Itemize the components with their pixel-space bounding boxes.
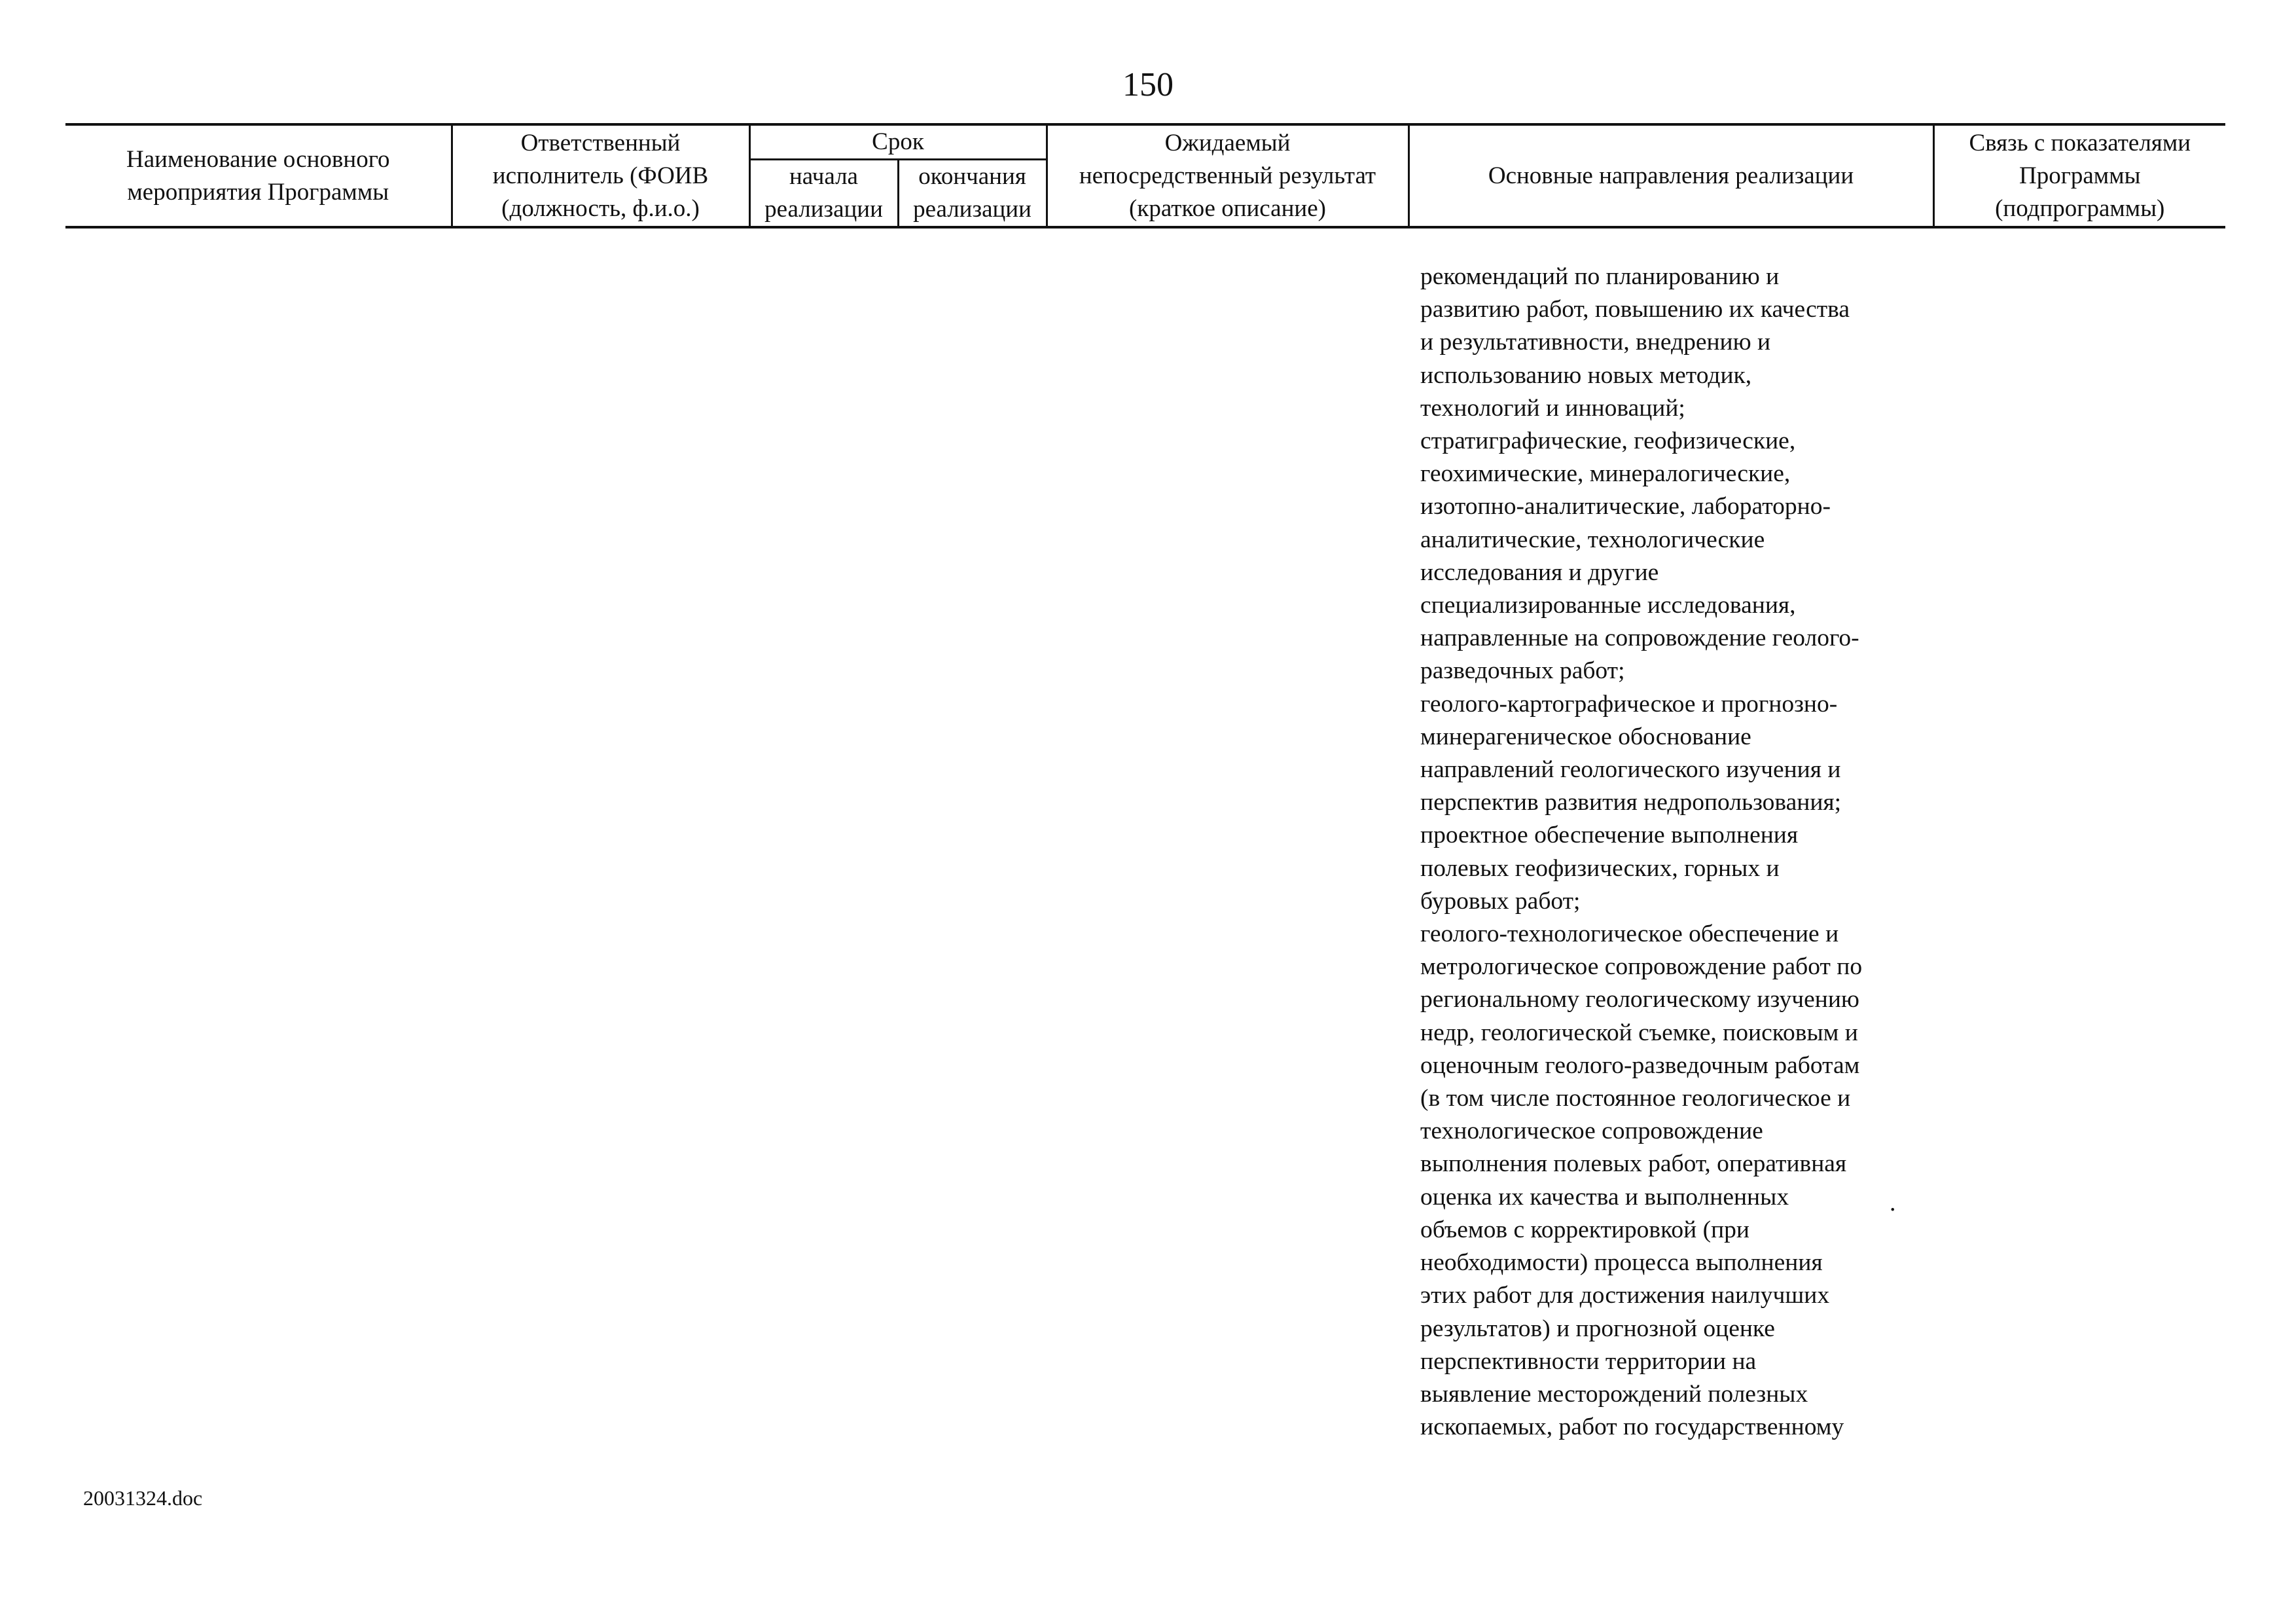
directions-text-line: проектное обеспечение выполнения [1420, 822, 1799, 849]
header-term: Срок [749, 124, 1047, 160]
header-text-line: непосредственный результат [1079, 162, 1376, 189]
directions-text-line: буровых работ; [1420, 887, 1581, 915]
header-term-start [749, 160, 898, 228]
page-number: 150 [1122, 66, 1174, 103]
directions-text-line: перспектив развития недропользования; [1420, 789, 1842, 816]
header-text-line: мероприятия Программы [127, 178, 389, 206]
header-text-line: Ожидаемый [1164, 129, 1291, 156]
directions-text-line: и результативности, внедрению и [1420, 329, 1771, 356]
directions-text-line: ископаемых, работ по государственному [1420, 1413, 1844, 1441]
footer-filename: 20031324.doc [83, 1486, 203, 1510]
directions-text-line: исследования и другие [1420, 558, 1659, 586]
header-text-line: окончания [918, 163, 1026, 190]
header-responsible-executor [452, 124, 749, 227]
header-text-line: (должность, ф.и.о.) [501, 194, 700, 222]
directions-text-line: направлений геологического изучения и [1420, 756, 1841, 784]
directions-text-line: направленные на сопровождение геолого- [1420, 625, 1859, 652]
header-text-line: Ответственный [520, 129, 681, 156]
header-text-line: (подпрограммы) [1995, 194, 2165, 222]
header-main-directions: Основные направления реализации [1408, 124, 1933, 227]
table-header [65, 123, 2225, 228]
header-text-line: Наименование основного [126, 145, 390, 173]
directions-text-line: геохимические, минералогические, [1420, 460, 1791, 488]
directions-text-line: стратиграфические, геофизические, [1420, 428, 1796, 455]
directions-text-line: оценочным геолого-разведочным работам [1420, 1051, 1860, 1079]
directions-text-line: выявление месторождений полезных [1420, 1380, 1808, 1408]
directions-text-line: результатов) и прогнозной оценке [1420, 1315, 1775, 1342]
header-text-line: реализации [913, 196, 1031, 223]
directions-text-line: изотопно-аналитические, лабораторно- [1420, 493, 1831, 520]
directions-text-line: метрологическое сопровождение работ по [1420, 953, 1863, 981]
directions-text-line: рекомендаций по планированию и [1420, 263, 1780, 290]
directions-text-line: развитию работ, повышению их качества [1420, 296, 1850, 323]
header-expected-result [1047, 124, 1408, 227]
header-term-end [898, 160, 1047, 228]
header-text-line: начала [789, 163, 858, 190]
directions-text-line: региональному геологическому изучению [1420, 986, 1859, 1013]
directions-text-line: технологий и инноваций; [1420, 394, 1685, 422]
directions-text-line: выполнения полевых работ, оперативная [1420, 1150, 1847, 1178]
header-text-line: исполнитель (ФОИВ [492, 162, 709, 189]
directions-text-block [1420, 261, 1944, 1444]
directions-text-line: этих работ для достижения наилучших [1420, 1282, 1830, 1309]
directions-text-line: перспективности территории на [1420, 1347, 1757, 1375]
directions-text-line: аналитические, технологические [1420, 526, 1765, 553]
directions-text-line: оценка их качества и выполненных [1420, 1183, 1789, 1211]
directions-text-line: технологическое сопровождение [1420, 1118, 1763, 1145]
header-indicators-link [1933, 124, 2225, 227]
directions-text-line: объемов с корректировкой (при [1420, 1216, 1749, 1243]
stray-mark: . [1890, 1189, 1896, 1216]
directions-text-line: геолого-технологическое обеспечение и [1420, 921, 1839, 948]
directions-text-line: разведочных работ; [1420, 657, 1625, 685]
directions-text-line: использованию новых методик, [1420, 361, 1752, 389]
directions-text-line: недр, геологической съемке, поисковым и [1420, 1019, 1858, 1046]
header-text-line: Связь с показателями [1969, 129, 2191, 156]
header-text-line: (краткое описание) [1129, 194, 1326, 222]
header-text-line: Программы [2018, 162, 2141, 189]
directions-text-line: необходимости) процесса выполнения [1420, 1249, 1823, 1277]
directions-text-line: геолого-картографическое и прогнозно- [1420, 690, 1838, 718]
directions-text-line: (в том числе постоянное геологическое и [1420, 1085, 1851, 1112]
header-program-activity-name [65, 124, 452, 227]
directions-text-line: специализированные исследования, [1420, 592, 1796, 619]
header-text-line: реализации [764, 196, 883, 223]
directions-text-line: полевых геофизических, горных и [1420, 854, 1780, 882]
directions-text-line: минерагеническое обоснование [1420, 723, 1751, 750]
